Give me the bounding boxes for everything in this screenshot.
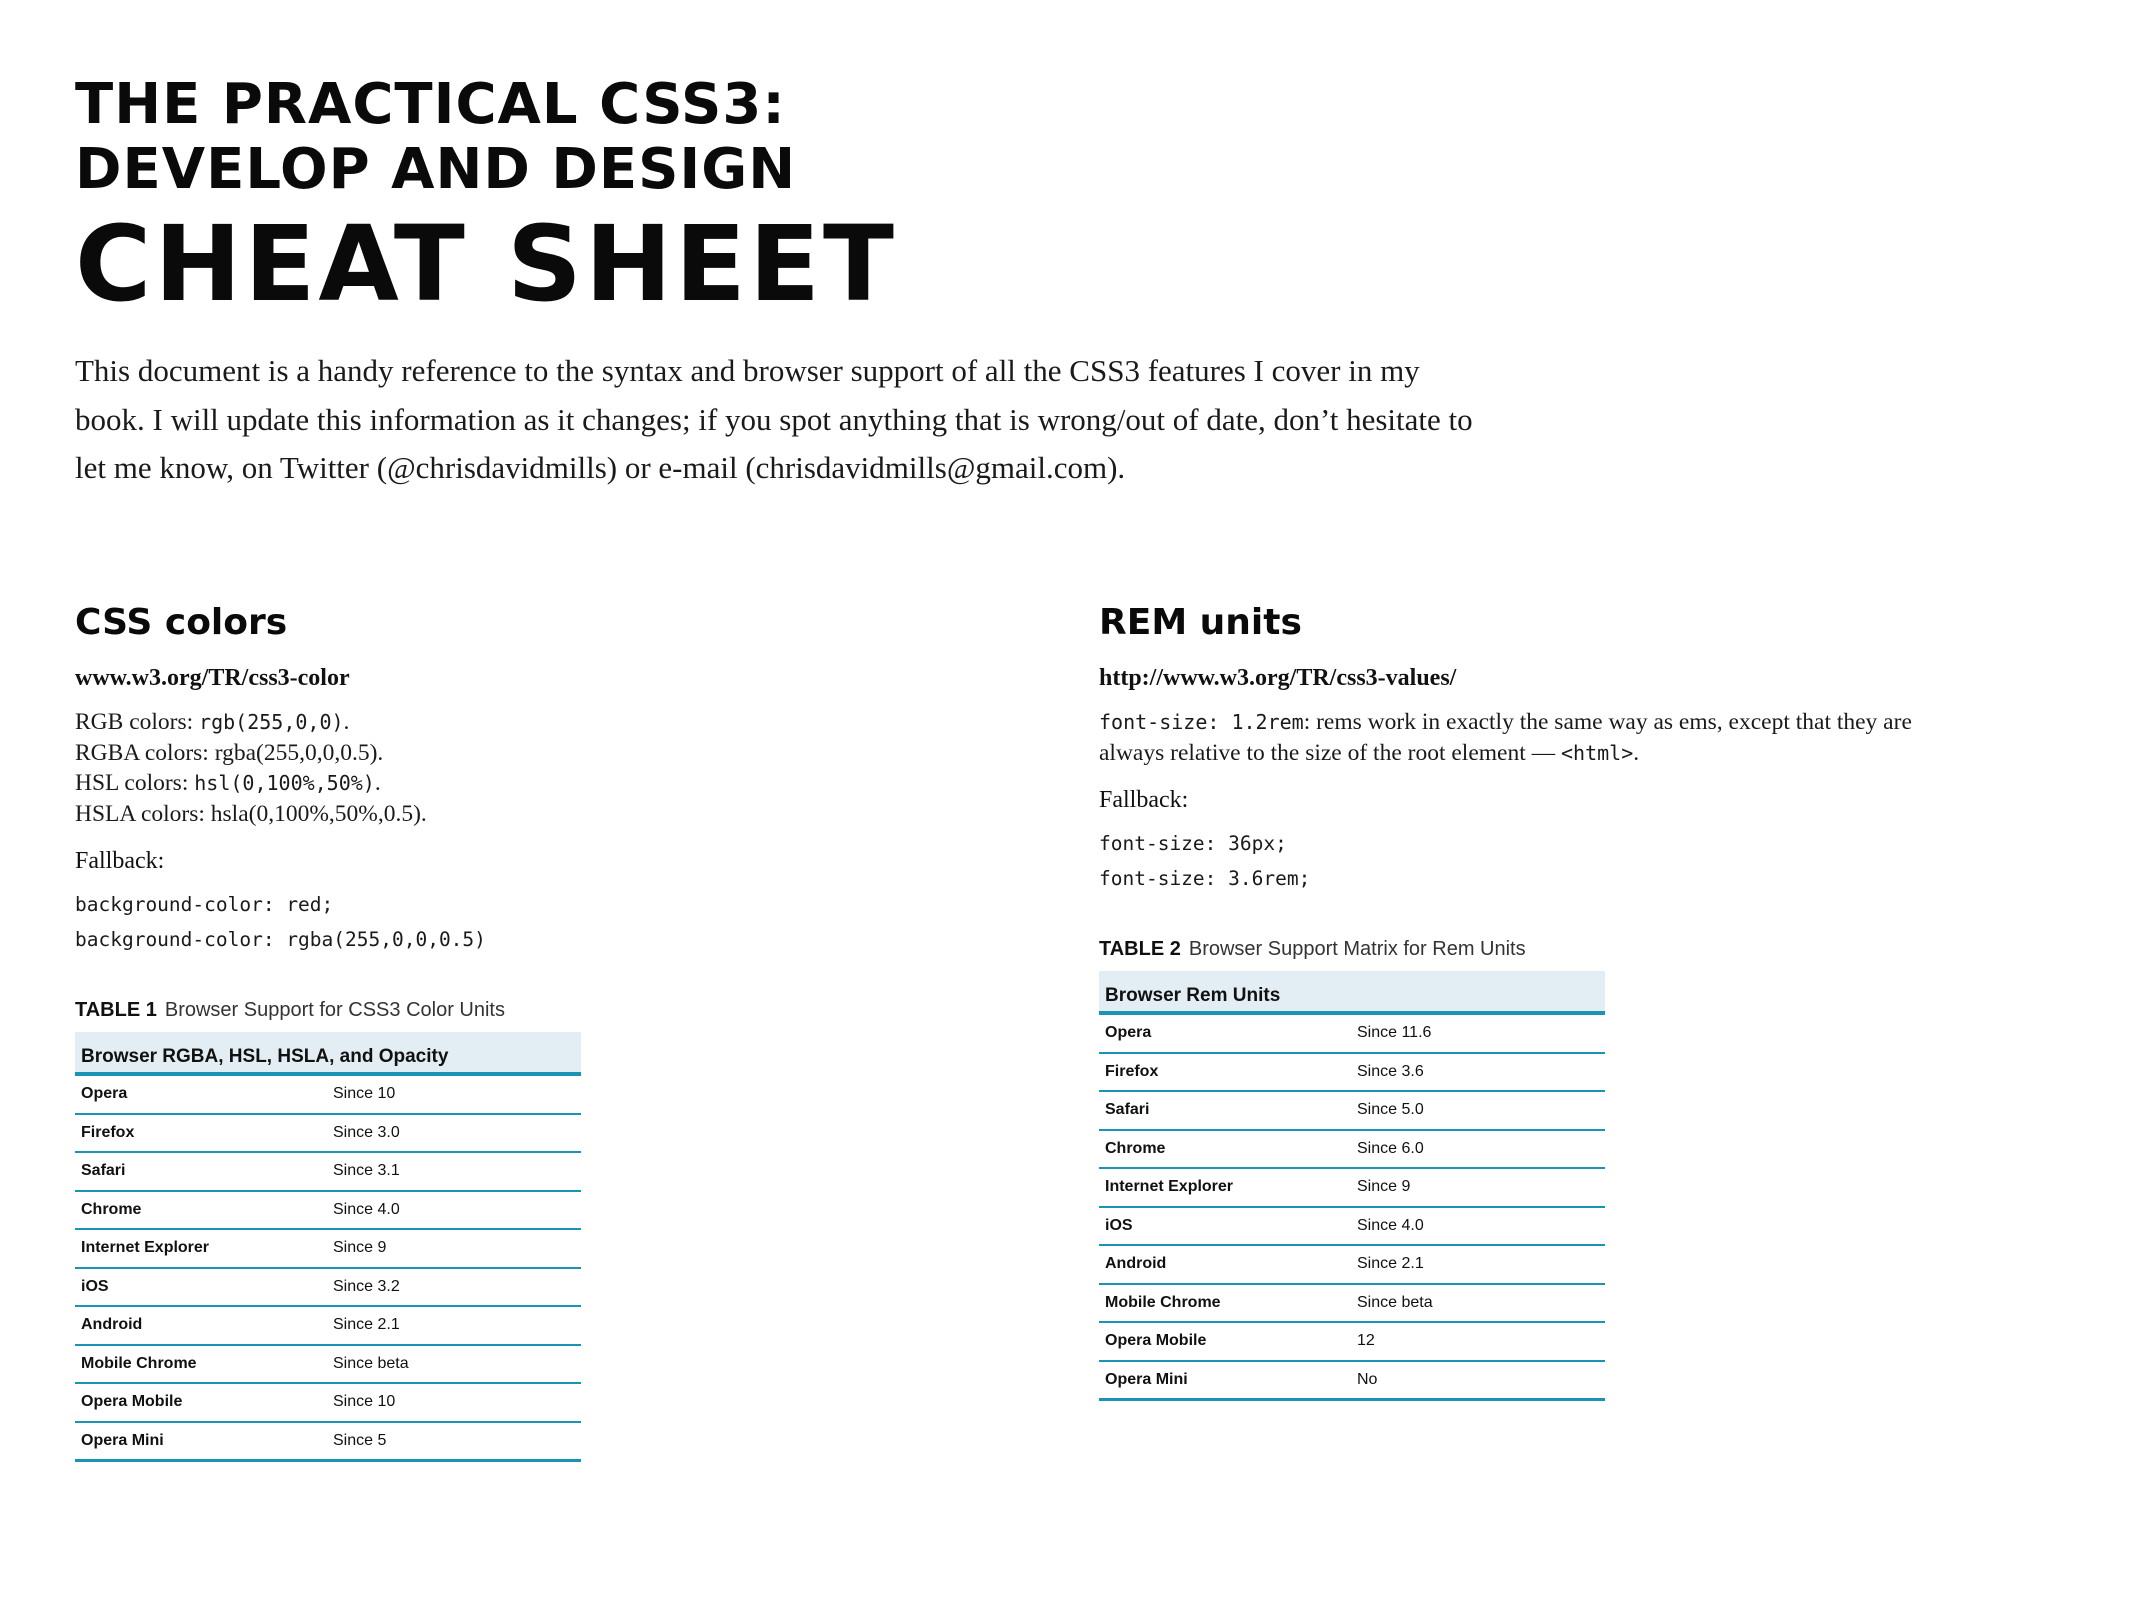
document-header (75, 72, 897, 324)
table-row: Safari Since 3.1 (75, 1152, 581, 1191)
css-colors-section (75, 596, 955, 1462)
table-row: iOS Since 4.0 (1099, 1207, 1605, 1246)
hsla-line: HSLA colors: hsla(0,100%,50%,0.5). (75, 800, 427, 827)
section-title: REM units (1099, 602, 1302, 643)
table-row: Opera Mini No (1099, 1361, 1605, 1400)
table-row: Opera Since 11.6 (1099, 1013, 1605, 1053)
table-row: Mobile Chrome Since beta (1099, 1284, 1605, 1323)
rem-units-section (1099, 596, 1979, 1401)
fallback-code (75, 887, 955, 957)
table-row: Opera Mobile Since 10 (75, 1383, 581, 1422)
table-row: Chrome Since 4.0 (75, 1191, 581, 1230)
rgba-line: RGBA colors: rgba(255,0,0,0.5). (75, 739, 384, 766)
table-row: Opera Mini Since 5 (75, 1422, 581, 1461)
table-caption: TABLE 1 Browser Support for CSS3 Color Units (75, 999, 505, 1021)
table-header: Browser Rem Units (1099, 971, 1605, 1013)
table-row: Internet Explorer Since 9 (75, 1229, 581, 1268)
book-title-line-1: THE PRACTICAL CSS3: (75, 72, 786, 137)
table-row: iOS Since 3.2 (75, 1268, 581, 1307)
code-line: background-color: rgba(255,0,0,0.5) (75, 928, 486, 951)
fallback-label: Fallback: (1099, 787, 1189, 813)
code-line: font-size: 36px; (1099, 832, 1287, 855)
fallback-code (1099, 826, 1979, 896)
spec-link[interactable]: www.w3.org/TR/css3-color (75, 665, 350, 691)
intro-paragraph: This document is a handy reference to the syntax and browser support of all the CSS3 features I cover in my book. I will update this information as it changes; if you spot anything that is wrong/out of date, don’t hesitate to let me know, on Twitter (@chrisdavidmills) or e-mail (chrisdavidmills@gmail.com). (75, 353, 1473, 485)
table-row: Opera Mobile 12 (1099, 1322, 1605, 1361)
table-row: Firefox Since 3.0 (75, 1114, 581, 1153)
color-syntax-list (75, 707, 955, 829)
rem-description: font-size: 1.2rem: rems work in exactly the same way as ems, except that they are always relative to the size of the root element — <html>. (1099, 709, 1912, 766)
table-row: Chrome Since 6.0 (1099, 1130, 1605, 1169)
table-row: Android Since 2.1 (75, 1306, 581, 1345)
spec-link[interactable]: http://www.w3.org/TR/css3-values/ (1099, 665, 1457, 691)
table-row: Opera Since 10 (75, 1074, 581, 1114)
code-line: font-size: 3.6rem; (1099, 867, 1311, 890)
color-support-table (75, 1032, 581, 1462)
book-title-line-2: DEVELOP AND DESIGN (75, 137, 797, 202)
table-header: Browser RGBA, HSL, HSLA, and Opacity (75, 1032, 581, 1074)
fallback-label: Fallback: (75, 848, 165, 874)
table-row: Android Since 2.1 (1099, 1245, 1605, 1284)
table-row: Mobile Chrome Since beta (75, 1345, 581, 1384)
table-row: Internet Explorer Since 9 (1099, 1168, 1605, 1207)
table-row: Safari Since 5.0 (1099, 1091, 1605, 1130)
page-title: CHEAT SHEET (75, 203, 897, 325)
table-caption: TABLE 2 Browser Support Matrix for Rem Units (1099, 938, 1526, 960)
code-line: background-color: red; (75, 893, 334, 916)
rgb-line: RGB colors: rgb(255,0,0). (75, 709, 350, 735)
rem-support-table (1099, 971, 1605, 1401)
hsl-line: HSL colors: hsl(0,100%,50%). (75, 770, 381, 796)
section-title: CSS colors (75, 602, 288, 643)
table-row: Firefox Since 3.6 (1099, 1053, 1605, 1092)
